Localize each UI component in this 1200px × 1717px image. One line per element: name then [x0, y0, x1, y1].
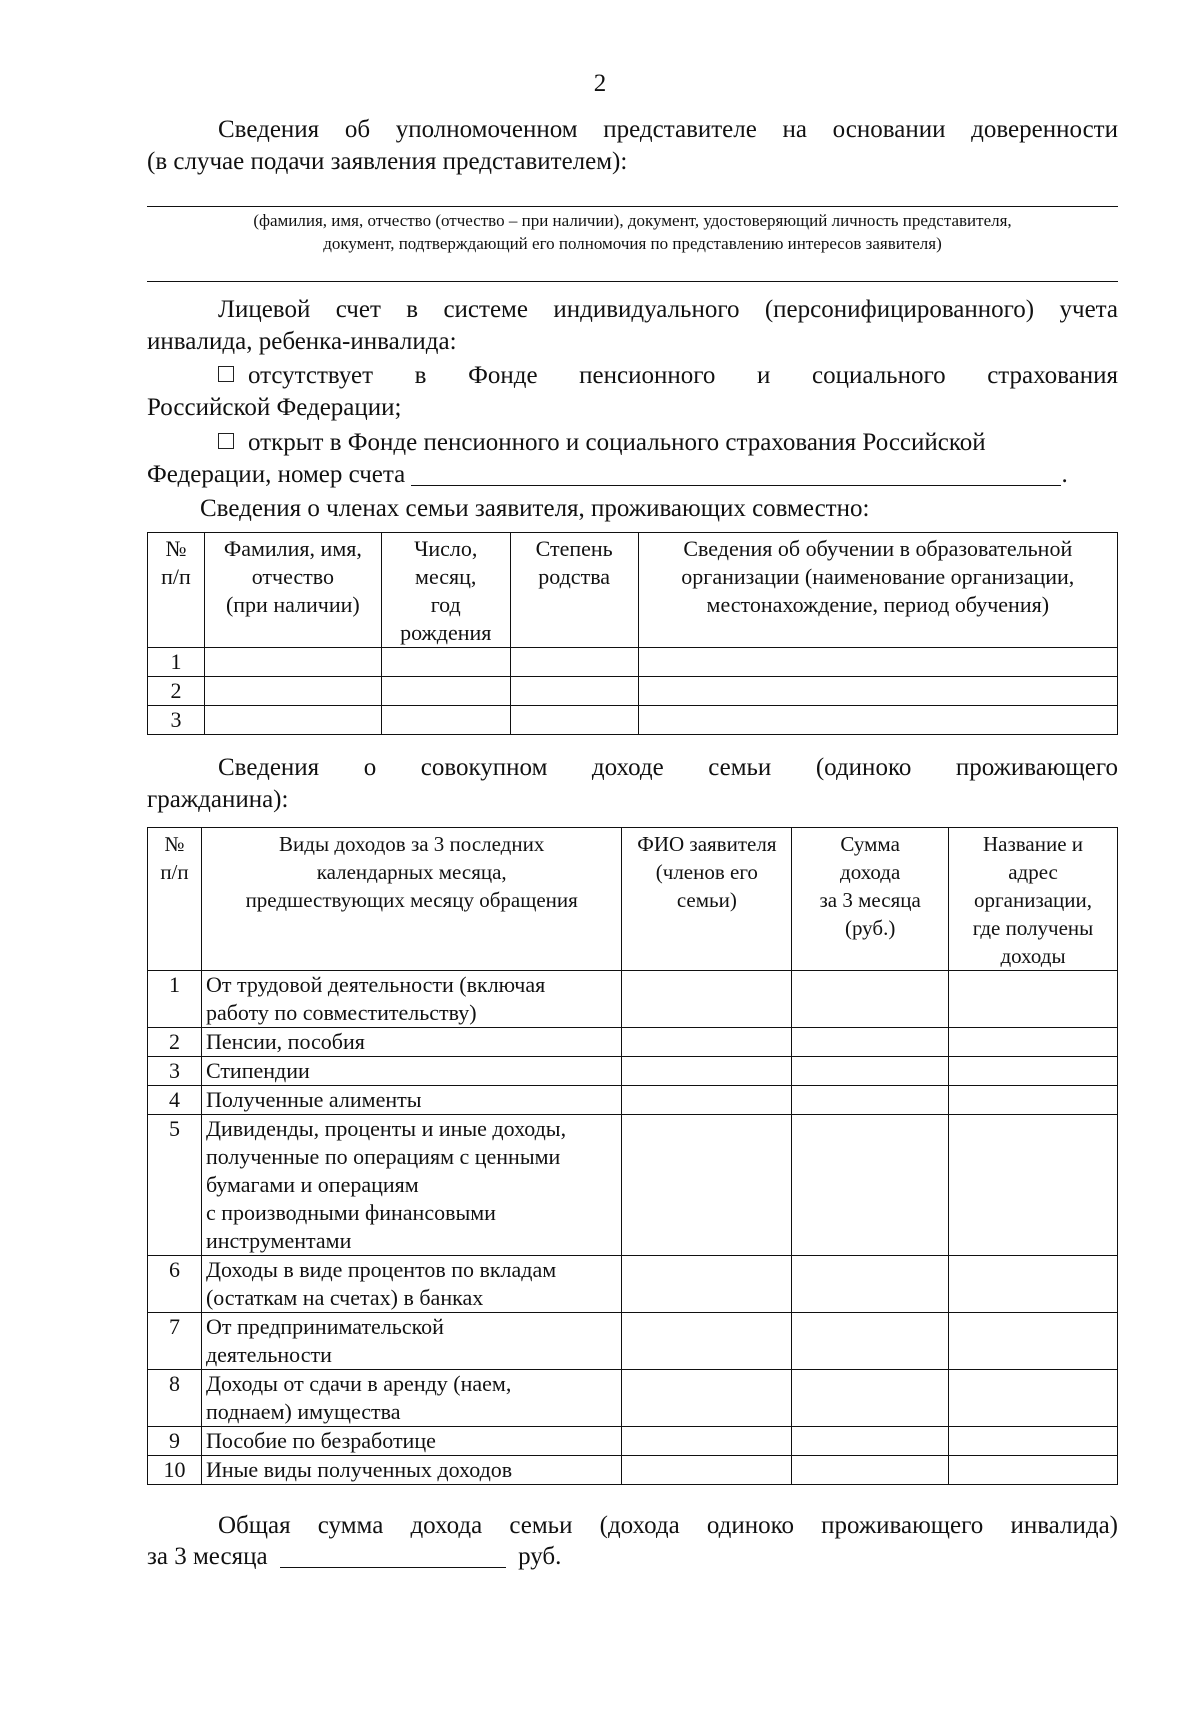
org-cell[interactable]	[949, 1057, 1118, 1086]
table-row	[148, 648, 1118, 677]
income-type-line: бумагами и операциям	[205, 1172, 419, 1197]
row-number: 7	[148, 1313, 202, 1370]
table-row	[148, 1313, 1118, 1370]
page-number: 2	[593, 70, 607, 97]
fio-cell[interactable]	[622, 1427, 792, 1456]
fio-cell[interactable]	[622, 1115, 792, 1256]
dob-cell[interactable]	[381, 677, 510, 706]
income-type-line: деятельности	[205, 1342, 332, 1367]
income-type-line: Пенсии, пособия	[205, 1029, 365, 1054]
row-number: 3	[148, 1057, 202, 1086]
fio-cell[interactable]	[622, 1256, 792, 1313]
income-heading: Сведения о совокупном доходе семьи (одиноко проживающего	[218, 754, 1118, 781]
income-type-cell	[201, 1028, 622, 1057]
income-type-cell	[201, 1370, 622, 1427]
absent-label: отсутствует в Фонде пенсионного и социального страхования	[248, 362, 1118, 389]
account-number-row	[147, 460, 1068, 490]
sum-cell[interactable]	[792, 1057, 949, 1086]
representative-fill-line[interactable]	[147, 206, 1118, 207]
sum-cell[interactable]	[792, 1313, 949, 1370]
col-num-header: № п/п	[148, 828, 202, 971]
income-type-cell	[201, 971, 622, 1028]
representative-heading: Сведения об уполномоченном представителе на основании доверенности	[218, 116, 1118, 143]
fio-cell[interactable]	[622, 1313, 792, 1370]
relation-cell[interactable]	[510, 706, 638, 735]
income-table-header	[148, 828, 1118, 971]
row-number: 6	[148, 1256, 202, 1313]
row-number: 1	[148, 971, 202, 1028]
org-cell[interactable]	[949, 971, 1118, 1028]
representative-heading-cont: (в случае подачи заявления представителем):	[147, 148, 628, 175]
sum-cell[interactable]	[792, 1456, 949, 1485]
table-row	[148, 677, 1118, 706]
org-cell[interactable]	[949, 1115, 1118, 1256]
fio-cell[interactable]	[622, 1086, 792, 1115]
table-row	[148, 1028, 1118, 1057]
education-cell[interactable]	[638, 677, 1117, 706]
sum-cell[interactable]	[792, 1370, 949, 1427]
income-type-cell	[201, 1427, 622, 1456]
table-row	[148, 1086, 1118, 1115]
total-heading: Общая сумма дохода семьи (дохода одиноко проживающего инвалида)	[218, 1512, 1118, 1539]
col-dob-header: Число, месяц, год рождения	[381, 533, 510, 648]
table-row	[148, 1057, 1118, 1086]
fio-cell[interactable]	[622, 1057, 792, 1086]
account-heading: Лицевой счет в системе индивидуального (персонифицированного) учета	[218, 296, 1118, 323]
org-cell[interactable]	[949, 1256, 1118, 1313]
income-type-line: Пособие по безработице	[205, 1428, 436, 1453]
income-type-line: полученные по операциям с ценными	[205, 1144, 561, 1169]
sum-cell[interactable]	[792, 971, 949, 1028]
income-type-line: с производными финансовыми	[205, 1200, 496, 1225]
sum-cell[interactable]	[792, 1086, 949, 1115]
dob-cell[interactable]	[381, 706, 510, 735]
income-type-line: Доходы от сдачи в аренду (наем,	[205, 1371, 512, 1396]
table-row	[148, 1370, 1118, 1427]
total-row	[147, 1542, 561, 1572]
income-type-cell	[201, 1456, 622, 1485]
row-number: 1	[148, 648, 205, 677]
income-type-line: От трудовой деятельности (включая	[205, 972, 546, 997]
family-table	[147, 532, 1118, 735]
org-cell[interactable]	[949, 1427, 1118, 1456]
open-checkbox[interactable]	[218, 433, 234, 449]
open-label: открыт в Фонде пенсионного и социального страхования Российской	[248, 429, 986, 456]
table-row	[148, 1115, 1118, 1256]
col-sum-header: Сумма дохода за 3 месяца (руб.)	[792, 828, 949, 971]
family-table-header	[148, 533, 1118, 648]
fio-cell[interactable]	[622, 1028, 792, 1057]
table-row	[148, 1256, 1118, 1313]
account-heading-cont: инвалида, ребенка-инвалида:	[147, 328, 457, 355]
row-number: 2	[148, 677, 205, 706]
income-type-line: работу по совместительству)	[205, 1000, 477, 1025]
account-number-period: .	[1061, 461, 1068, 488]
total-currency: руб.	[518, 1543, 562, 1570]
org-cell[interactable]	[949, 1086, 1118, 1115]
account-number-field[interactable]	[411, 463, 1061, 486]
table-row	[148, 1456, 1118, 1485]
row-number: 9	[148, 1427, 202, 1456]
education-cell[interactable]	[638, 706, 1117, 735]
education-cell[interactable]	[638, 648, 1117, 677]
income-type-line: Дивиденды, проценты и иные доходы,	[205, 1116, 567, 1141]
income-heading-cont: гражданина):	[147, 786, 289, 813]
sum-cell[interactable]	[792, 1427, 949, 1456]
row-number: 3	[148, 706, 205, 735]
row-number: 2	[148, 1028, 202, 1057]
table-row	[148, 971, 1118, 1028]
dob-cell[interactable]	[381, 648, 510, 677]
income-type-line: Иные виды полученных доходов	[205, 1457, 513, 1482]
fio-cell[interactable]	[622, 971, 792, 1028]
account-option-absent	[218, 361, 1118, 391]
income-type-line: Стипендии	[205, 1058, 310, 1083]
table-row	[148, 706, 1118, 735]
col-num-header: № п/п	[148, 533, 205, 648]
col-education-header: Сведения об обучении в образовательной организации (наименование организации, местонахождение, период обучения)	[638, 533, 1117, 648]
income-type-line: поднаем) имущества	[205, 1399, 401, 1424]
income-type-cell	[201, 1313, 622, 1370]
col-name-header: Фамилия, имя, отчество (при наличии)	[204, 533, 381, 648]
income-type-line: Доходы в виде процентов по вкладам	[205, 1257, 557, 1282]
income-type-line: (остаткам на счетах) в банках	[205, 1285, 484, 1310]
relation-cell[interactable]	[510, 648, 638, 677]
account-option-open	[218, 428, 986, 458]
org-cell[interactable]	[949, 1028, 1118, 1057]
name-cell[interactable]	[204, 706, 381, 735]
name-cell[interactable]	[204, 648, 381, 677]
row-number: 4	[148, 1086, 202, 1115]
org-cell[interactable]	[949, 1456, 1118, 1485]
fio-cell[interactable]	[622, 1456, 792, 1485]
income-type-line: Полученные алименты	[205, 1087, 422, 1112]
sum-cell[interactable]	[792, 1028, 949, 1057]
total-label: за 3 месяца	[147, 1543, 268, 1570]
representative-fill-line-2[interactable]	[147, 281, 1118, 282]
total-sum-field[interactable]	[280, 1545, 506, 1568]
table-row	[148, 1427, 1118, 1456]
name-cell[interactable]	[204, 677, 381, 706]
row-number: 10	[148, 1456, 202, 1485]
income-rows	[148, 971, 1118, 1485]
account-number-label: Федерации, номер счета	[147, 461, 406, 488]
row-number: 8	[148, 1370, 202, 1427]
sum-cell[interactable]	[792, 1256, 949, 1313]
fio-cell[interactable]	[622, 1370, 792, 1427]
account-option-absent-cont: Российской Федерации;	[147, 394, 402, 421]
income-type-line: инструментами	[205, 1228, 352, 1253]
income-type-cell	[201, 1256, 622, 1313]
income-type-cell	[201, 1086, 622, 1115]
absent-checkbox[interactable]	[218, 366, 234, 382]
relation-cell[interactable]	[510, 677, 638, 706]
income-type-cell	[201, 1115, 622, 1256]
representative-caption-1: (фамилия, имя, отчество (отчество – при наличии), документ, удостоверяющий личность представителя,	[253, 211, 1012, 230]
col-type-header: Виды доходов за 3 последних календарных месяца, предшествующих месяцу обращения	[201, 828, 622, 971]
row-number: 5	[148, 1115, 202, 1256]
representative-caption-2: документ, подтверждающий его полномочия по представлению интересов заявителя)	[323, 234, 942, 253]
org-cell[interactable]	[949, 1313, 1118, 1370]
family-heading: Сведения о членах семьи заявителя, проживающих совместно:	[200, 495, 870, 522]
col-relation-header: Степень родства	[510, 533, 638, 648]
col-fio-header: ФИО заявителя (членов его семьи)	[622, 828, 792, 971]
org-cell[interactable]	[949, 1370, 1118, 1427]
col-org-header: Название и адрес организации, где получены доходы	[949, 828, 1118, 971]
income-type-cell	[201, 1057, 622, 1086]
sum-cell[interactable]	[792, 1115, 949, 1256]
income-type-line: От предпринимательской	[205, 1314, 444, 1339]
income-table	[147, 827, 1118, 1485]
